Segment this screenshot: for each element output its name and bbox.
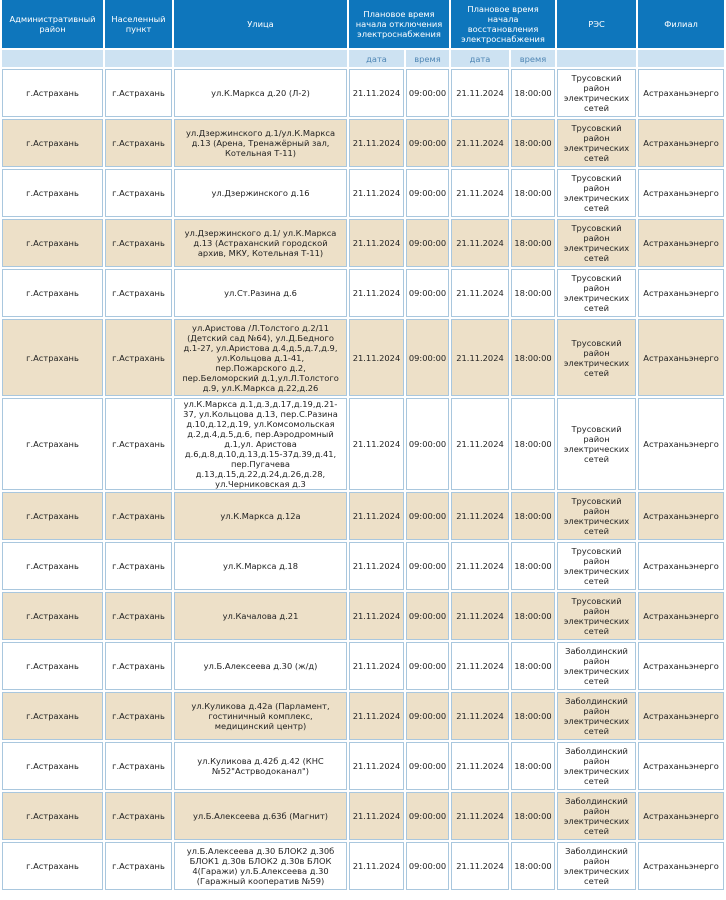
cell-district: г.Астрахань: [2, 742, 103, 790]
cell-res: Трусовский район электрических сетей: [557, 319, 636, 396]
cell-branch: Астраханьэнерго: [638, 398, 724, 490]
cell-off-time: 09:00:00: [406, 792, 449, 840]
cell-on-time: 18:00:00: [511, 592, 555, 640]
cell-street: ул.Куликова д.42б д.42 (КНС №52"Астрводоканал"): [174, 742, 347, 790]
table-row: [2, 842, 724, 890]
cell-branch: Астраханьэнерго: [638, 742, 724, 790]
cell-off-time: 09:00:00: [406, 742, 449, 790]
cell-on-date: 21.11.2024: [451, 398, 509, 490]
table-row: [2, 592, 724, 640]
cell-on-date: 21.11.2024: [451, 742, 509, 790]
subheader-on-time: время: [511, 50, 555, 67]
cell-res: Трусовский район электрических сетей: [557, 542, 636, 590]
cell-district: г.Астрахань: [2, 692, 103, 740]
table-row: [2, 219, 724, 267]
cell-district: г.Астрахань: [2, 842, 103, 890]
cell-street: ул.Б.Алексеева д.63б (Магнит): [174, 792, 347, 840]
cell-street: ул.Дзержинского д.1/ул.К.Маркса д.13 (Арена, Тренажёрный зал, Котельная Т-11): [174, 119, 347, 167]
table-row: [2, 169, 724, 217]
cell-on-time: 18:00:00: [511, 119, 555, 167]
cell-on-time: 18:00:00: [511, 542, 555, 590]
cell-on-time: 18:00:00: [511, 319, 555, 396]
table-row: [2, 742, 724, 790]
table-row: [2, 119, 724, 167]
cell-res: Трусовский район электрических сетей: [557, 119, 636, 167]
cell-district: г.Астрахань: [2, 119, 103, 167]
cell-off-time: 09:00:00: [406, 269, 449, 317]
cell-on-date: 21.11.2024: [451, 642, 509, 690]
cell-locality: г.Астрахань: [105, 119, 172, 167]
cell-on-time: 18:00:00: [511, 269, 555, 317]
cell-on-date: 21.11.2024: [451, 219, 509, 267]
header-branch: Филиал: [638, 0, 724, 48]
cell-off-date: 21.11.2024: [349, 319, 404, 396]
cell-on-date: 21.11.2024: [451, 119, 509, 167]
subheader-off-time: время: [406, 50, 449, 67]
cell-street: ул.К.Маркса д.12а: [174, 492, 347, 540]
header-off-time: Плановое время начала отключения электроснабжения: [349, 0, 449, 48]
cell-branch: Астраханьэнерго: [638, 69, 724, 117]
cell-off-date: 21.11.2024: [349, 842, 404, 890]
cell-off-date: 21.11.2024: [349, 169, 404, 217]
table-row: [2, 319, 724, 396]
cell-res: Трусовский район электрических сетей: [557, 169, 636, 217]
cell-off-date: 21.11.2024: [349, 269, 404, 317]
cell-off-time: 09:00:00: [406, 219, 449, 267]
subheader-on-date: дата: [451, 50, 509, 67]
cell-off-time: 09:00:00: [406, 692, 449, 740]
cell-district: г.Астрахань: [2, 69, 103, 117]
cell-on-date: 21.11.2024: [451, 842, 509, 890]
table-row: [2, 492, 724, 540]
cell-locality: г.Астрахань: [105, 592, 172, 640]
cell-locality: г.Астрахань: [105, 642, 172, 690]
cell-on-time: 18:00:00: [511, 692, 555, 740]
table-body: [2, 69, 724, 890]
subheader-empty: [105, 50, 172, 67]
cell-res: Трусовский район электрических сетей: [557, 592, 636, 640]
table-row: [2, 792, 724, 840]
header-district: Административный район: [2, 0, 103, 48]
cell-off-date: 21.11.2024: [349, 69, 404, 117]
cell-locality: г.Астрахань: [105, 319, 172, 396]
subheader-empty: [638, 50, 724, 67]
cell-street: ул.Качалова д.21: [174, 592, 347, 640]
cell-street: ул.Аристова /Л.Толстого д.2/11 (Детский сад №64), ул.Д.Бедного д.1-27, ул.Аристова д.4,д.5,д.7,д.9, ул.Кольцова д.1-41, пер.Пожарского д.2, пер.Беломорский д.1,ул.Л.Толстого д.9, ул.К.Маркса д.22,д.26: [174, 319, 347, 396]
cell-off-time: 09:00:00: [406, 842, 449, 890]
cell-on-time: 18:00:00: [511, 742, 555, 790]
cell-locality: г.Астрахань: [105, 398, 172, 490]
cell-off-date: 21.11.2024: [349, 542, 404, 590]
header-street: Улица: [174, 0, 347, 48]
cell-locality: г.Астрахань: [105, 542, 172, 590]
header-locality: Населенный пункт: [105, 0, 172, 48]
table-row: [2, 642, 724, 690]
cell-branch: Астраханьэнерго: [638, 542, 724, 590]
cell-branch: Астраханьэнерго: [638, 592, 724, 640]
cell-off-time: 09:00:00: [406, 542, 449, 590]
cell-res: Трусовский район электрических сетей: [557, 492, 636, 540]
cell-district: г.Астрахань: [2, 398, 103, 490]
cell-district: г.Астрахань: [2, 642, 103, 690]
cell-res: Трусовский район электрических сетей: [557, 269, 636, 317]
cell-street: ул.Б.Алексеева д.30 БЛОК2 д.30б БЛОК1 д.30в БЛОК2 д.30в БЛОК 4(Гаражи) ул.Б.Алексеева д.30 (Гаражный кооператив №59): [174, 842, 347, 890]
cell-street: ул.Ст.Разина д.6: [174, 269, 347, 317]
cell-res: Трусовский район электрических сетей: [557, 69, 636, 117]
cell-on-date: 21.11.2024: [451, 692, 509, 740]
cell-off-date: 21.11.2024: [349, 219, 404, 267]
cell-off-date: 21.11.2024: [349, 592, 404, 640]
cell-on-time: 18:00:00: [511, 492, 555, 540]
cell-street: ул.Дзержинского д.1/ ул.К.Маркса д.13 (Астраханский городской архив, МКУ, Котельная Т-11): [174, 219, 347, 267]
cell-off-time: 09:00:00: [406, 642, 449, 690]
cell-off-time: 09:00:00: [406, 398, 449, 490]
cell-on-time: 18:00:00: [511, 642, 555, 690]
cell-off-date: 21.11.2024: [349, 792, 404, 840]
cell-on-date: 21.11.2024: [451, 69, 509, 117]
cell-on-time: 18:00:00: [511, 219, 555, 267]
subheader-empty: [174, 50, 347, 67]
cell-district: г.Астрахань: [2, 592, 103, 640]
table-row: [2, 69, 724, 117]
cell-on-date: 21.11.2024: [451, 592, 509, 640]
cell-off-time: 09:00:00: [406, 492, 449, 540]
cell-street: ул.К.Маркса д.18: [174, 542, 347, 590]
cell-locality: г.Астрахань: [105, 842, 172, 890]
cell-off-date: 21.11.2024: [349, 692, 404, 740]
cell-on-time: 18:00:00: [511, 792, 555, 840]
cell-res: Заболдинский район электрических сетей: [557, 642, 636, 690]
cell-branch: Астраханьэнерго: [638, 792, 724, 840]
cell-off-time: 09:00:00: [406, 119, 449, 167]
cell-district: г.Астрахань: [2, 169, 103, 217]
cell-res: Заболдинский район электрических сетей: [557, 842, 636, 890]
table-header: [2, 0, 724, 48]
subheader-empty: [2, 50, 103, 67]
cell-res: Заболдинский район электрических сетей: [557, 742, 636, 790]
cell-street: ул.Б.Алексеева д.30 (ж/д): [174, 642, 347, 690]
cell-on-date: 21.11.2024: [451, 542, 509, 590]
cell-locality: г.Астрахань: [105, 692, 172, 740]
cell-res: Трусовский район электрических сетей: [557, 219, 636, 267]
cell-branch: Астраханьэнерго: [638, 169, 724, 217]
cell-on-date: 21.11.2024: [451, 792, 509, 840]
cell-on-date: 21.11.2024: [451, 319, 509, 396]
table-row: [2, 692, 724, 740]
cell-district: г.Астрахань: [2, 219, 103, 267]
cell-branch: Астраханьэнерго: [638, 842, 724, 890]
subheader-empty: [557, 50, 636, 67]
cell-street: ул.К.Маркса д.1,д.3,д.17,д.19,д.21-37, ул.Кольцова д.13, пер.С.Разина д.10,д.12,д.19, ул.Комсомольская д.2,д.4,д.5,д.6, пер.Аэродромный д.1,ул. Аристова д.6,д.8,д.10,д.13,д.15-37д.39,д.41, пер.Пугачева д.13,д.15,д.22,д.24,д.26,д.28, ул.Черниковская д.3: [174, 398, 347, 490]
cell-street: ул.Дзержинского д.16: [174, 169, 347, 217]
table-row: [2, 398, 724, 490]
cell-on-date: 21.11.2024: [451, 492, 509, 540]
cell-branch: Астраханьэнерго: [638, 119, 724, 167]
header-res: РЭС: [557, 0, 636, 48]
cell-locality: г.Астрахань: [105, 492, 172, 540]
cell-off-date: 21.11.2024: [349, 492, 404, 540]
cell-res: Заболдинский район электрических сетей: [557, 792, 636, 840]
cell-off-date: 21.11.2024: [349, 398, 404, 490]
cell-res: Трусовский район электрических сетей: [557, 398, 636, 490]
cell-locality: г.Астрахань: [105, 269, 172, 317]
cell-on-time: 18:00:00: [511, 398, 555, 490]
cell-off-date: 21.11.2024: [349, 642, 404, 690]
cell-on-time: 18:00:00: [511, 69, 555, 117]
cell-street: ул.К.Маркса д.20 (Л-2): [174, 69, 347, 117]
cell-street: ул.Куликова д.42а (Парламент, гостиничный комплекс, медицинский центр): [174, 692, 347, 740]
cell-branch: Астраханьэнерго: [638, 492, 724, 540]
cell-district: г.Астрахань: [2, 319, 103, 396]
cell-locality: г.Астрахань: [105, 792, 172, 840]
cell-branch: Астраханьэнерго: [638, 642, 724, 690]
cell-locality: г.Астрахань: [105, 742, 172, 790]
cell-off-time: 09:00:00: [406, 319, 449, 396]
cell-on-date: 21.11.2024: [451, 269, 509, 317]
cell-locality: г.Астрахань: [105, 169, 172, 217]
cell-off-date: 21.11.2024: [349, 742, 404, 790]
cell-branch: Астраханьэнерго: [638, 269, 724, 317]
cell-locality: г.Астрахань: [105, 69, 172, 117]
cell-off-date: 21.11.2024: [349, 119, 404, 167]
cell-on-time: 18:00:00: [511, 169, 555, 217]
cell-off-time: 09:00:00: [406, 169, 449, 217]
header-on-time: Плановое время начала восстановления электроснабжения: [451, 0, 555, 48]
cell-branch: Астраханьэнерго: [638, 692, 724, 740]
cell-district: г.Астрахань: [2, 269, 103, 317]
cell-on-date: 21.11.2024: [451, 169, 509, 217]
cell-district: г.Астрахань: [2, 492, 103, 540]
cell-district: г.Астрахань: [2, 792, 103, 840]
cell-district: г.Астрахань: [2, 542, 103, 590]
table-subheader: [2, 50, 724, 67]
table-row: [2, 542, 724, 590]
cell-branch: Астраханьэнерго: [638, 219, 724, 267]
table-row: [2, 269, 724, 317]
cell-off-time: 09:00:00: [406, 592, 449, 640]
cell-res: Заболдинский район электрических сетей: [557, 692, 636, 740]
cell-off-time: 09:00:00: [406, 69, 449, 117]
cell-locality: г.Астрахань: [105, 219, 172, 267]
cell-on-time: 18:00:00: [511, 842, 555, 890]
cell-branch: Астраханьэнерго: [638, 319, 724, 396]
subheader-off-date: дата: [349, 50, 404, 67]
